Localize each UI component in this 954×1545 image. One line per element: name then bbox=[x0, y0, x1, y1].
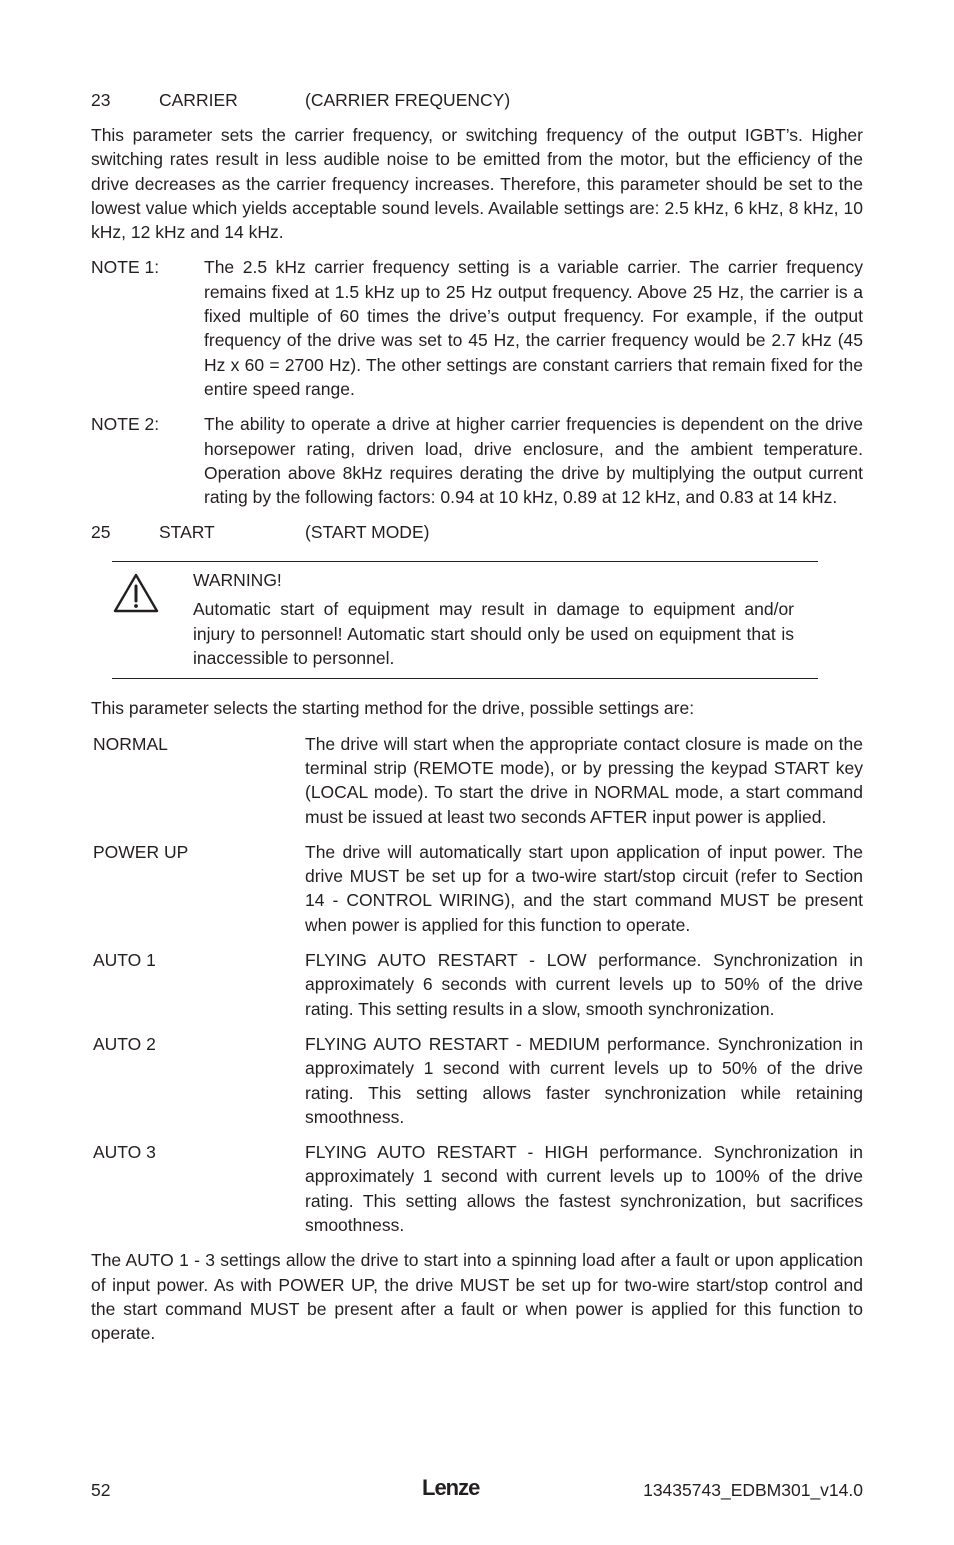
note-text: The ability to operate a drive at higher carrier frequencies is dependent on the drive horsepower rating, driven load, drive enclosure, and the ambient temperature. Operation above 8kHz requires derating the drive by multiplying the output current rating by the following factors: 0.94 at 10 kHz, 0.89 at 12 kHz, and 0.83 at 14 kHz. bbox=[204, 414, 863, 508]
mode-term: POWER UP bbox=[93, 841, 189, 862]
mode-description: The drive will automatically start upon application of input power. The drive MUST be set up for a two-wire start/stop circuit (refer to Section 14 - CONTROL WIRING), and the start command MUST be present when power is applied for this function to operate. bbox=[305, 841, 863, 935]
param-number: 25 bbox=[91, 522, 111, 543]
note-2 bbox=[91, 412, 863, 509]
note-label: NOTE 2: bbox=[91, 414, 160, 435]
mode-row-auto-3 bbox=[91, 1140, 863, 1237]
warning-title: WARNING! bbox=[193, 570, 282, 591]
param-23-heading bbox=[91, 88, 863, 112]
param-23-body: This parameter sets the carrier frequency, or switching frequency of the output IGBT’s. Higher switching rates result in less audible noise to be emitted from the motor, but the efficiency of the drive decreases as the carrier frequency increases. Therefore, this parameter should be set to the lowest value which yields acceptable sound levels. Available settings are: 2.5 kHz, 6 kHz, 8 kHz, 10 kHz, 12 kHz and 14 kHz. bbox=[91, 125, 863, 243]
mode-description: FLYING AUTO RESTART - LOW performance. Synchronization in approximately 6 seconds with current levels up to 50% of the drive rating. This setting results in a slow, smooth synchronization. bbox=[305, 950, 863, 1019]
param-25-heading bbox=[91, 520, 863, 544]
param-name: CARRIER bbox=[159, 90, 238, 110]
param-description: (CARRIER FREQUENCY) bbox=[305, 90, 511, 110]
warning-triangle-icon bbox=[112, 572, 160, 614]
warning-text: Automatic start of equipment may result in damage to equipment and/or injury to personnel! Automatic start should only be used on equipment that is inaccessible to personnel. bbox=[193, 599, 794, 669]
mode-description: FLYING AUTO RESTART - HIGH performance. Synchronization in approximately 1 second with current levels up to 100% of the drive rating. This setting allows the fastest synchronization, but sacrifices smoothness. bbox=[305, 1142, 863, 1235]
page-footer bbox=[91, 1476, 863, 1504]
mode-term: AUTO 2 bbox=[93, 1033, 156, 1054]
mode-description: The drive will start when the appropriate contact closure is made on the terminal strip (REMOTE mode), or by pressing the keypad START key (LOCAL mode). To start the drive in NORMAL mode, a start command must be issued at least two seconds AFTER input power is applied. bbox=[305, 733, 863, 827]
mode-term: NORMAL bbox=[93, 733, 168, 754]
warning-box bbox=[112, 561, 818, 679]
document-id: 13435743_EDBM301_v14.0 bbox=[643, 1480, 863, 1500]
lenze-logo: Lenze bbox=[422, 1475, 480, 1500]
param-name: START bbox=[159, 522, 215, 543]
mode-row-auto-2 bbox=[91, 1032, 863, 1129]
mode-row-power-up bbox=[91, 840, 863, 937]
mode-row-auto-1 bbox=[91, 948, 863, 1021]
note-1 bbox=[91, 255, 863, 401]
param-description: (START MODE) bbox=[305, 522, 430, 543]
mode-description: FLYING AUTO RESTART - MEDIUM performance. Synchronization in approximately 1 second with current levels up to 50% of the drive rating. This setting allows faster synchronization while retaining smoothness. bbox=[305, 1033, 863, 1127]
page-number: 52 bbox=[91, 1480, 111, 1500]
note-text: The 2.5 kHz carrier frequency setting is a variable carrier. The carrier frequency remains fixed at 1.5 kHz up to 25 Hz output frequency. Above 25 Hz, the carrier is a fixed multiple of 60 times the drive’s output frequency. For example, if the output frequency of the drive was set to 45 Hz, the carrier frequency would be 2.7 kHz (45 Hz x 60 = 2700 Hz). The other settings are constant carriers that remain fixed for the entire speed range. bbox=[204, 257, 863, 399]
note-label: NOTE 1: bbox=[91, 257, 160, 278]
mode-row-normal bbox=[91, 732, 863, 829]
closing-paragraph: The AUTO 1 - 3 settings allow the drive to start into a spinning load after a fault or upon application of input power. As with POWER UP, the drive MUST be set up for two-wire start/stop control and the start command MUST be present after a fault or when power is applied for this function to operate. bbox=[91, 1250, 863, 1344]
param-number: 23 bbox=[91, 90, 111, 110]
mode-term: AUTO 3 bbox=[93, 1142, 156, 1163]
mode-term: AUTO 1 bbox=[93, 950, 156, 971]
param-25-intro: This parameter selects the starting method for the drive, possible settings are: bbox=[91, 698, 695, 719]
page-content bbox=[91, 88, 863, 1345]
